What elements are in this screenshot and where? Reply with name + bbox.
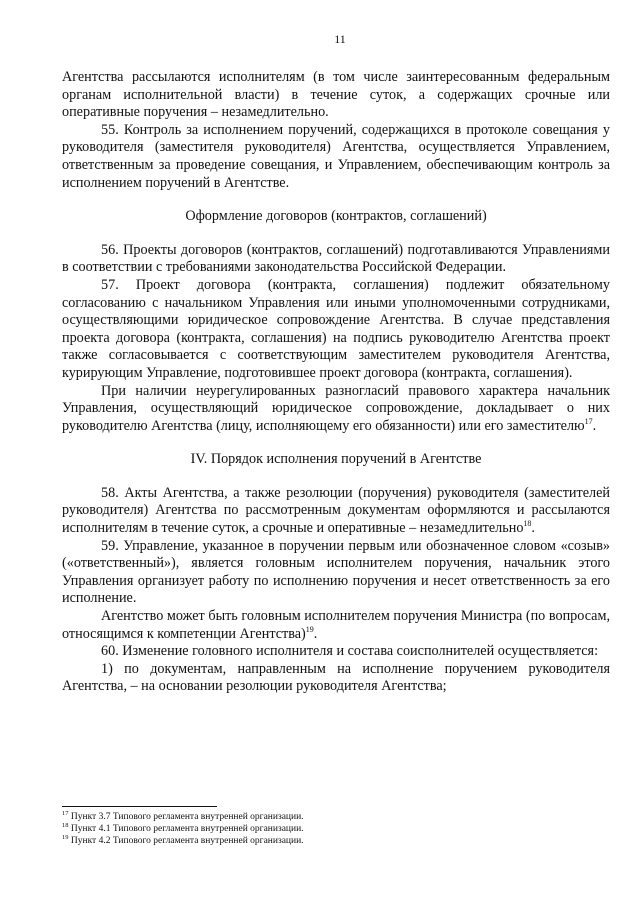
footnote-18 (62, 823, 610, 835)
footnote-divider (62, 806, 217, 807)
paragraph-57: 57. Проект договора (контракта, соглашения) подлежит обязательному согласованию с начальником Управления или иными уполномоченными сотрудниками, осуществляющими юридическое сопровождение Агентства. В случае представления проекта договора (контракта, соглашения) на подпись руководителю Агентства проект также согласовывается с соответствующим заместителем руководителя Агентства, курирующим Управление, подготовившее проект договора (контракта, соглашения). (62, 276, 610, 381)
section-heading-iv: IV. Порядок исполнения поручений в Агентстве (190, 451, 482, 468)
footnote-text: Пункт 3.7 Типового регламента внутренней организации. (70, 812, 304, 822)
paragraph-56: 56. Проекты договоров (контрактов, соглашений) подготавливаются Управлениями в соответствии с требованиями законодательства Российской Федерации. (62, 241, 610, 276)
paragraph-continuation: Агентства рассылаются исполнителям (в том числе заинтересованным федеральным органам исполнительной власти) в течение суток, а содержащих срочные или оперативные поручения – незамедлительно. (62, 69, 610, 121)
paragraph-60-item-1: 1) по документам, направленным на исполнение поручением руководителя Агентства, – на основании резолюции руководителя Агентства; (62, 660, 610, 695)
paragraph-59: 59. Управление, указанное в поручении первым или обозначенное словом «созыв» («ответственный»), является головным исполнителем поручения, начальник этого Управления организует работу по исполнению поручения и несет ответственность за его исполнение. (62, 537, 610, 607)
paragraph-58 (62, 485, 610, 538)
paragraph-disagreements (62, 383, 610, 436)
footnote-number: 19 (62, 834, 69, 841)
paragraph-text: Агентство может быть головным исполнителем поручения Министра (по вопросам, относящимся к компетенции Агентства) (62, 608, 610, 642)
page-number: 11 (334, 32, 346, 46)
paragraph-tail: . (592, 417, 597, 434)
paragraph-60: 60. Изменение головного исполнителя и состава соисполнителей осуществляется: (101, 643, 599, 660)
paragraph-text: 58. Акты Агентства, а также резолюции (поручения) руководителя (заместителей руководителя) Агентства по рассмотренным документам оформляются и рассылаются исполнителям в течение суток, а срочные и оперативные – незамедлительно (62, 484, 610, 537)
section-heading-contracts: Оформление договоров (контрактов, соглашений) (185, 208, 487, 225)
paragraph-tail: . (531, 520, 535, 537)
footnotes (62, 806, 610, 847)
paragraph-agency-lead (62, 608, 610, 643)
paragraph-text: При наличии неурегулированных разногласий правового характера начальник Управления, осуществляющий юридическое сопровождение, докладывает о них руководителю Агентства (лицу, исполняющему его обязанности) или его заместителю (62, 382, 610, 434)
footnote-number: 18 (62, 822, 69, 829)
footnote-19 (62, 835, 610, 847)
paragraph-tail: . (313, 625, 318, 642)
footnote-number: 17 (62, 810, 69, 817)
footnote-text: Пункт 4.2 Типового регламента внутренней организации. (70, 836, 304, 846)
paragraph-55: 55. Контроль за исполнением поручений, содержащихся в протоколе совещания у руководителя (заместителя руководителя) Агентства, осуществляется Управлением, ответственным за проведение совещания, и Управлением, обеспечивающим контроль за исполнением поручений в Агентстве. (62, 121, 610, 191)
footnote-17 (62, 811, 610, 823)
footnote-ref-17: 17 (584, 416, 593, 426)
footnote-ref-19: 19 (305, 624, 314, 634)
footnote-ref-18: 18 (523, 519, 532, 529)
footnote-text: Пункт 4.1 Типового регламента внутренней организации. (70, 824, 304, 834)
